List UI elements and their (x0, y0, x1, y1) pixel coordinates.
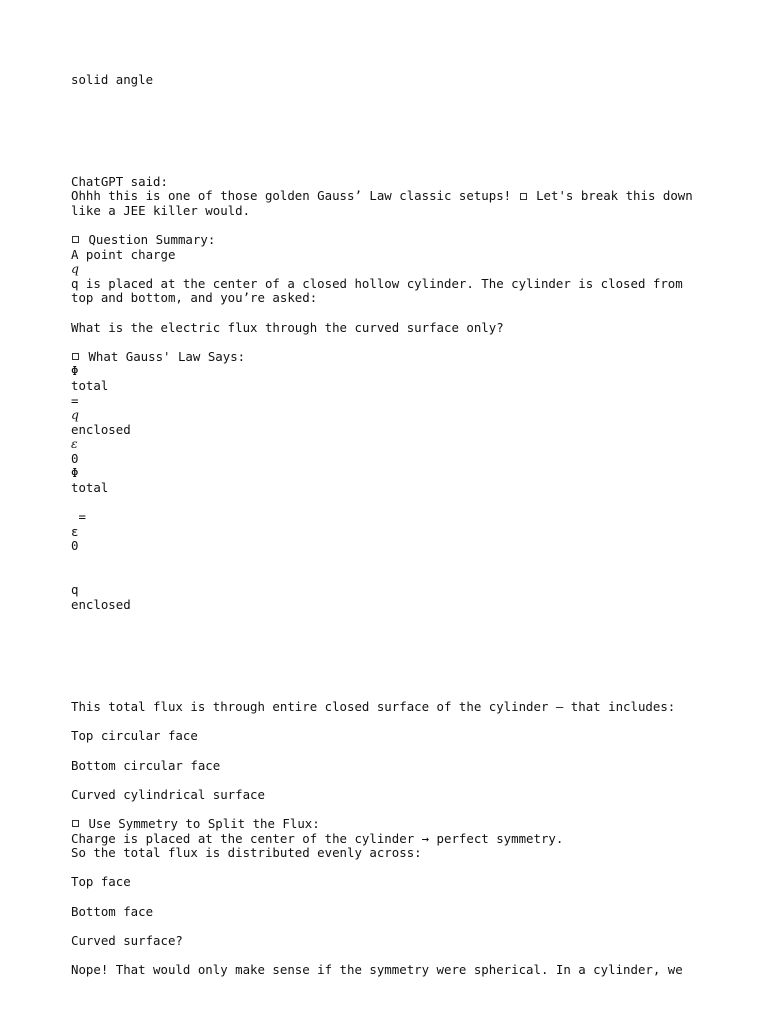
eq2-zero: 0 (71, 538, 79, 554)
eq2-total: total (71, 480, 109, 496)
spacer (71, 802, 711, 817)
eq-epsilon: ε (71, 436, 78, 452)
summary-math-q: q (71, 261, 79, 277)
eq-phi: Φ (71, 363, 79, 379)
box-icon (520, 193, 527, 200)
user-prompt: solid angle (71, 72, 154, 87)
summary-line-1: A point charge (71, 246, 176, 262)
summary-heading (71, 233, 711, 248)
eq2-epsilon: ε (71, 523, 79, 539)
eq-equals: = (71, 392, 79, 408)
eq-zero: 0 (71, 450, 79, 466)
box-icon (72, 820, 79, 827)
eq2-phi: Φ (71, 465, 79, 481)
spacer (71, 744, 711, 759)
document-page (71, 73, 711, 978)
spacer (71, 773, 711, 788)
assistant-label: ChatGPT said: (71, 173, 168, 189)
box-icon (72, 353, 79, 360)
list-item: Bottom circular face (71, 757, 221, 773)
nope-text: Nope! That would only make sense if the symmetry were spherical. In a cylinder, we (71, 961, 683, 977)
list-item: Top face (71, 874, 131, 890)
intro-line-1 (71, 189, 711, 204)
gauss-heading (71, 350, 711, 365)
symmetry-line-2: So the total flux is distributed evenly across: (71, 845, 422, 861)
intro-text-2: Let's break this down (528, 188, 693, 204)
spacer (71, 919, 711, 934)
eq-enclosed: enclosed (71, 421, 131, 437)
list-item: Curved surface? (71, 932, 183, 948)
summary-line-3: top and bottom, and you’re asked: (71, 290, 318, 306)
question-line: What is the electric flux through the curved surface only? (71, 319, 504, 335)
summary-heading-text: Question Summary: (81, 231, 216, 247)
intro-text-1: Ohhh this is one of those golden Gauss’ Law classic setups! (71, 188, 512, 204)
eq-total: total (71, 377, 109, 393)
spacer (71, 335, 711, 350)
spacer (71, 861, 711, 876)
list-item: Bottom face (71, 903, 154, 919)
spacer (71, 890, 711, 905)
eq-q: q (71, 407, 79, 423)
spacer (71, 612, 711, 700)
eq2-enclosed: enclosed (71, 596, 131, 612)
gauss-heading-text: What Gauss' Law Says: (81, 348, 246, 364)
eq2-equals: = (71, 509, 86, 525)
eq2-q: q (71, 582, 79, 598)
list-item: Curved cylindrical surface (71, 786, 265, 802)
list-item: Top circular face (71, 728, 198, 744)
spacer (71, 218, 711, 233)
spacer (71, 554, 711, 583)
intro-line-2: like a JEE killer would. (71, 202, 251, 218)
summary-line-2: q is placed at the center of a closed hollow cylinder. The cylinder is closed from (71, 275, 683, 291)
symmetry-heading (71, 817, 711, 832)
spacer (71, 496, 711, 511)
symmetry-line-1: Charge is placed at the center of the cylinder → perfect symmetry. (71, 830, 564, 846)
spacer (71, 88, 711, 175)
symmetry-heading-text: Use Symmetry to Split the Flux: (81, 815, 320, 831)
total-flux-text: This total flux is through entire closed surface of the cylinder — that includes: (71, 699, 676, 715)
box-icon (72, 236, 79, 243)
spacer (71, 306, 711, 321)
spacer (71, 715, 711, 730)
spacer (71, 948, 711, 963)
